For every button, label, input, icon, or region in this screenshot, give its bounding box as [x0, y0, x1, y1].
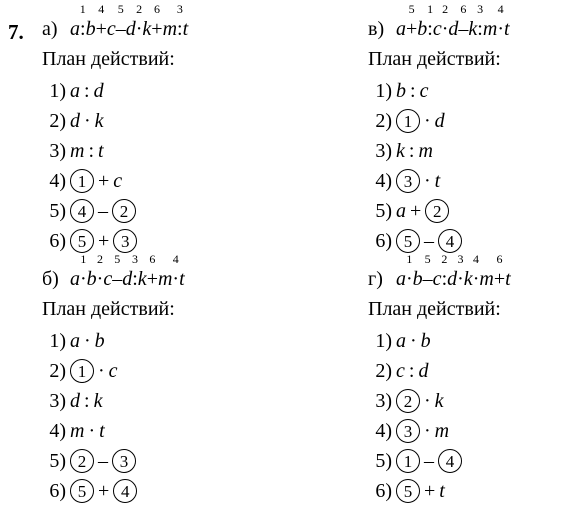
part-label: а): [42, 18, 58, 40]
circled-step-reference: 3: [396, 419, 420, 443]
token-text: c: [432, 18, 442, 40]
operation-order-number: 5: [424, 252, 431, 266]
step-operator: ·: [424, 389, 431, 412]
operation-order-number: 2: [97, 252, 103, 266]
step-operator: ·: [424, 419, 431, 442]
step-variable: d: [434, 109, 445, 132]
step-expression: [396, 360, 428, 383]
circled-step-reference: 1: [396, 109, 420, 133]
step-expression: [70, 110, 104, 133]
step-expression: [70, 199, 136, 223]
expression-line: [368, 250, 583, 290]
token-text: d: [122, 268, 133, 290]
token-text: d: [447, 268, 458, 290]
step-variable: d: [70, 389, 80, 412]
token-text: a: [70, 18, 80, 40]
part-label: г): [368, 268, 383, 290]
step-operator: :: [84, 389, 90, 412]
circled-step-reference: 1: [70, 359, 94, 383]
step-number: 1): [375, 79, 392, 102]
token-text: m: [479, 268, 494, 290]
token-text: c: [103, 268, 113, 290]
expression-operator: [172, 252, 180, 291]
token-text: t: [179, 268, 185, 290]
step-number: 4): [375, 419, 392, 442]
expression-variable: [158, 268, 172, 291]
expression-variable: [86, 18, 96, 41]
step-variable: t: [439, 479, 445, 502]
operation-order-number: 3: [176, 2, 183, 16]
part-g: [368, 250, 583, 506]
step-variable: m: [70, 139, 85, 162]
expression-variable: [126, 18, 136, 41]
token-text: k: [137, 268, 147, 290]
step-expression: [70, 420, 105, 443]
expression-operator: [441, 2, 449, 41]
token-text: m: [482, 18, 498, 40]
circled-step-reference: 4: [438, 449, 462, 473]
circled-step-reference: 1: [396, 449, 420, 473]
circled-step-reference: 4: [438, 229, 462, 253]
expression-operator: [406, 2, 418, 41]
step-expression: [70, 449, 136, 473]
expression-operator: [472, 252, 480, 291]
operation-order-number: 4: [172, 252, 179, 266]
expression-variable: [87, 268, 97, 291]
circled-step-reference: 2: [70, 449, 94, 473]
step-expression: [70, 390, 102, 413]
token-text: :: [177, 18, 183, 40]
expression-operator: [422, 252, 433, 291]
step-expression: [396, 109, 445, 133]
step-item: [42, 476, 302, 506]
step-item: [368, 76, 583, 106]
operation-order-number: 1: [427, 2, 434, 16]
step-variable: m: [418, 139, 433, 162]
operation-order-number: 2: [441, 252, 448, 266]
token-text: c: [106, 18, 116, 40]
circled-step-reference: 2: [425, 199, 449, 223]
token-text: ·: [80, 268, 87, 290]
step-number: 6): [49, 229, 66, 252]
expression-operator: [151, 2, 163, 41]
token-text: :: [477, 18, 483, 40]
expression-variable: [179, 268, 185, 291]
expression-variable: [417, 18, 427, 41]
expression: [396, 2, 510, 41]
step-item: [42, 416, 302, 446]
expression-variable: [163, 18, 177, 41]
token-text: +: [95, 18, 107, 40]
step-expression: [70, 359, 118, 383]
step-number: 4): [49, 169, 66, 192]
step-expression: [396, 80, 428, 103]
step-number: 5): [375, 199, 392, 222]
circled-step-reference: 4: [113, 479, 137, 503]
expression-line: [42, 0, 302, 40]
expression-variable: [138, 268, 147, 291]
step-operator: ·: [424, 109, 431, 132]
expression-variable: [70, 18, 80, 41]
step-operator: +: [410, 199, 422, 222]
step-operator: ·: [88, 419, 96, 442]
expression-operator: [458, 2, 469, 41]
step-variable: m: [70, 419, 85, 442]
circled-step-reference: 3: [396, 169, 420, 193]
step-operator: +: [98, 169, 110, 192]
step-variable: d: [418, 359, 429, 382]
expression: [396, 252, 511, 291]
circled-step-reference: 5: [396, 479, 420, 503]
token-text: ·: [472, 268, 480, 290]
step-number: 4): [49, 419, 66, 442]
step-item: [368, 446, 583, 476]
step-number: 5): [49, 449, 66, 472]
step-variable: m: [434, 419, 450, 442]
step-number: 3): [375, 139, 392, 162]
step-variable: c: [108, 359, 118, 382]
step-number: 1): [375, 329, 392, 352]
step-variable: d: [93, 79, 104, 102]
step-operator: :: [408, 359, 415, 382]
token-text: b: [412, 268, 423, 290]
expression-variable: [103, 268, 112, 291]
step-expression: [396, 419, 449, 443]
step-number: 3): [375, 389, 392, 412]
step-number: 5): [375, 449, 392, 472]
operation-order-number: 4: [473, 252, 480, 266]
operation-order-number: 4: [98, 2, 105, 16]
steps-list: [42, 76, 302, 256]
step-item: [368, 476, 583, 506]
step-variable: b: [94, 329, 105, 352]
step-item: [368, 136, 583, 166]
token-text: k: [468, 18, 478, 40]
token-text: m: [157, 268, 173, 290]
expression-variable: [447, 268, 457, 291]
step-operator: –: [424, 229, 434, 252]
expression: [70, 2, 189, 41]
step-operator: +: [98, 229, 110, 252]
token-text: :: [441, 268, 448, 290]
token-text: ·: [441, 18, 449, 40]
operation-order-number: 1: [406, 252, 413, 266]
plan-title: План действий:: [368, 48, 501, 70]
step-operator: ·: [410, 329, 417, 352]
step-variable: b: [396, 79, 406, 102]
expression-operator: [497, 2, 504, 41]
step-variable: b: [420, 329, 431, 352]
expression-operator: [112, 252, 123, 291]
step-item: [42, 446, 302, 476]
token-text: :: [80, 18, 86, 40]
token-text: b: [85, 18, 96, 40]
expression-variable: [433, 18, 442, 41]
step-operator: :: [410, 79, 416, 102]
step-item: [368, 326, 583, 356]
step-item: [368, 166, 583, 196]
circled-step-reference: 5: [70, 479, 94, 503]
expression-operator: [135, 2, 143, 41]
circled-step-reference: 2: [396, 389, 420, 413]
step-variable: c: [113, 169, 123, 192]
token-text: ·: [135, 18, 143, 40]
expression-operator: [493, 252, 506, 291]
step-number: 3): [49, 139, 66, 162]
step-operator: ·: [84, 329, 91, 352]
step-item: [368, 356, 583, 386]
operation-order-number: 2: [136, 2, 143, 16]
token-text: a: [70, 268, 80, 290]
circled-step-reference: 3: [113, 229, 137, 253]
expression-variable: [448, 18, 458, 41]
step-number: 2): [49, 359, 66, 382]
step-number: 3): [49, 389, 66, 412]
step-operator: ·: [98, 359, 105, 382]
step-item: [42, 166, 302, 196]
circled-step-reference: 3: [112, 449, 136, 473]
step-item: [368, 386, 583, 416]
token-text: ·: [457, 268, 464, 290]
step-variable: a: [396, 329, 406, 352]
token-text: a: [396, 268, 406, 290]
operation-order-number: 5: [114, 252, 121, 266]
plan-title: План действий:: [42, 298, 175, 320]
token-text: d: [125, 18, 136, 40]
step-variable: k: [434, 389, 444, 412]
expression-variable: [504, 18, 510, 41]
step-operator: :: [84, 79, 90, 102]
expression: [70, 252, 185, 291]
expression-variable: [183, 18, 189, 41]
step-variable: a: [70, 79, 80, 102]
circled-step-reference: 1: [70, 169, 94, 193]
step-variable: t: [99, 419, 105, 442]
step-number: 4): [375, 169, 392, 192]
circled-step-reference: 4: [70, 199, 94, 223]
token-text: :: [132, 268, 138, 290]
operation-order-number: 1: [79, 2, 86, 16]
step-expression: [70, 169, 122, 193]
operation-order-number: 5: [117, 2, 124, 16]
step-operator: ·: [84, 109, 91, 132]
step-variable: d: [70, 109, 80, 132]
part-b: [42, 250, 302, 506]
expression-operator: [80, 252, 87, 291]
step-variable: k: [94, 109, 104, 132]
step-variable: t: [434, 169, 441, 192]
operation-order-number: 6: [460, 2, 467, 16]
expression-variable: [483, 18, 497, 41]
step-number: 1): [49, 329, 66, 352]
operation-order-number: 5: [408, 2, 415, 16]
token-text: d: [448, 18, 459, 40]
operation-order-number: 3: [457, 252, 464, 266]
step-number: 6): [375, 229, 392, 252]
problem-number: 7.: [8, 20, 24, 44]
step-expression: [396, 140, 433, 163]
step-variable: c: [419, 79, 429, 102]
token-text: –: [115, 18, 126, 40]
expression-variable: [433, 268, 442, 291]
operation-order-number: 1: [80, 252, 87, 266]
token-text: +: [406, 18, 418, 40]
operation-order-number: 2: [442, 2, 449, 16]
operation-order-number: 6: [496, 252, 503, 266]
expression-operator: [115, 2, 126, 41]
circled-step-reference: 2: [112, 199, 136, 223]
step-variable: c: [396, 359, 405, 382]
step-operator: –: [98, 449, 108, 472]
step-item: [368, 416, 583, 446]
step-item: [42, 326, 302, 356]
expression-variable: [464, 268, 473, 291]
steps-list: [42, 326, 302, 506]
token-text: +: [493, 268, 506, 290]
token-text: t: [182, 18, 189, 40]
step-variable: t: [98, 139, 104, 162]
step-number: 2): [375, 359, 392, 382]
token-text: t: [503, 18, 510, 40]
step-number: 2): [49, 109, 66, 132]
step-operator: –: [98, 199, 108, 222]
token-text: m: [162, 18, 178, 40]
expression-variable: [479, 268, 493, 291]
expression-variable: [70, 268, 80, 291]
step-operator: :: [88, 139, 95, 162]
token-text: –: [112, 268, 123, 290]
expression-variable: [122, 268, 132, 291]
step-number: 5): [49, 199, 66, 222]
step-number: 1): [49, 79, 66, 102]
step-expression: [70, 140, 104, 163]
step-expression: [396, 449, 462, 473]
step-expression: [70, 479, 137, 503]
step-expression: [70, 80, 104, 103]
token-text: ·: [96, 268, 104, 290]
steps-list: [368, 326, 583, 506]
circled-step-reference: 5: [396, 229, 420, 253]
step-operator: +: [98, 479, 110, 502]
expression-variable: [107, 18, 116, 41]
token-text: –: [422, 268, 433, 290]
step-expression: [396, 199, 449, 223]
plan-title: План действий:: [368, 298, 501, 320]
token-text: a: [396, 18, 406, 40]
step-expression: [70, 330, 105, 353]
token-text: ·: [497, 18, 504, 40]
expression-line: [42, 250, 302, 290]
circled-step-reference: 5: [70, 229, 94, 253]
part-label: б): [42, 268, 59, 290]
expression-variable: [142, 18, 151, 41]
operation-order-number: 4: [497, 2, 504, 16]
expression-variable: [396, 268, 406, 291]
token-text: b: [417, 18, 428, 40]
token-text: ·: [172, 268, 180, 290]
operation-order-number: 3: [132, 252, 139, 266]
steps-list: [368, 76, 583, 256]
step-item: [368, 106, 583, 136]
part-v: [368, 0, 583, 256]
token-text: –: [458, 18, 469, 40]
operation-order-number: 6: [149, 252, 156, 266]
token-text: c: [432, 268, 442, 290]
step-operator: +: [424, 479, 436, 502]
expression-operator: [406, 252, 413, 291]
step-number: 2): [375, 109, 392, 132]
step-expression: [396, 479, 445, 503]
step-number: 6): [375, 479, 392, 502]
token-text: k: [463, 268, 473, 290]
step-item: [42, 196, 302, 226]
step-item: [42, 106, 302, 136]
token-text: b: [86, 268, 97, 290]
expression-variable: [396, 18, 406, 41]
expression-operator: [146, 252, 158, 291]
step-variable: a: [70, 329, 80, 352]
step-expression: [396, 169, 440, 193]
step-operator: –: [424, 449, 434, 472]
step-item: [42, 76, 302, 106]
expression-variable: [505, 268, 511, 291]
step-item: [42, 356, 302, 386]
step-item: [42, 136, 302, 166]
step-item: [42, 386, 302, 416]
token-text: +: [146, 268, 158, 290]
step-variable: k: [396, 139, 405, 162]
step-expression: [396, 389, 444, 413]
token-text: t: [505, 268, 511, 290]
expression-operator: [457, 252, 464, 291]
operation-order-number: 3: [477, 2, 484, 16]
step-operator: ·: [424, 169, 431, 192]
token-text: +: [151, 18, 163, 40]
expression-operator: [96, 252, 104, 291]
part-label: в): [368, 18, 385, 40]
step-expression: [396, 330, 431, 353]
expression-operator: [95, 2, 107, 41]
part-a: [42, 0, 302, 256]
expression-variable: [468, 18, 477, 41]
token-text: :: [427, 18, 433, 40]
step-operator: :: [408, 139, 415, 162]
token-text: k: [142, 18, 152, 40]
plan-title: План действий:: [42, 48, 175, 70]
step-variable: a: [396, 199, 406, 222]
step-number: 6): [49, 479, 66, 502]
operation-order-number: 6: [153, 2, 160, 16]
token-text: ·: [406, 268, 413, 290]
step-item: [368, 196, 583, 226]
expression-line: [368, 0, 583, 40]
step-variable: k: [93, 389, 103, 412]
expression-variable: [413, 268, 423, 291]
